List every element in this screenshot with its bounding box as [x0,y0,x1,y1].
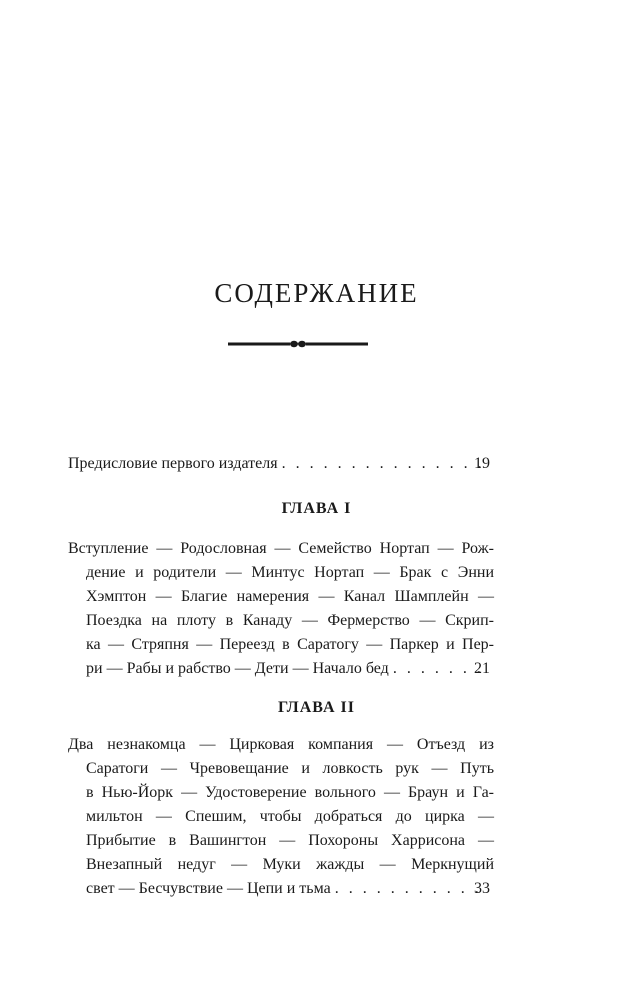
toc-line: Внезапный недуг — Муки жажды — Меркнущий [86,856,494,873]
toc-line: Прибытие в Вашингтон — Похороны Харрисона — [86,832,494,849]
toc-entry-chapter-1[interactable] [68,537,494,681]
ornament-divider [228,337,368,351]
toc-line: мильтон — Спешим, чтобы добраться до цирка — [86,808,494,825]
chapter-heading: ГЛАВА II [278,699,355,716]
chapter-heading: ГЛАВА I [281,500,352,517]
toc-line: дение и родители — Минтус Нортап — Брак с Энни [86,564,494,581]
toc-line: Саратоги — Чревовещание и ловкость рук — Путь [86,760,494,777]
page-number: 21 [474,660,490,677]
toc-line: Вступление — Родословная — Семейство Нортап — Рож- [68,540,494,557]
page-number: 33 [474,880,490,897]
toc-line: Поездка на плоту в Канаду — Фермерство — Скрип- [86,612,494,629]
toc-line: в Нью-Йорк — Удостоверение вольного — Браун и Га- [86,784,494,801]
toc-entry-text: Предисловие первого издателя [68,455,278,472]
toc-entry-chapter-2[interactable] [68,733,494,901]
toc-line: Хэмптон — Благие намерения — Канал Шамплейн — [86,588,494,605]
page-number: 19 [474,455,490,472]
toc-line: ри — Рабы и рабство — Дети — Начало бед [86,660,389,677]
toc-entry-preface[interactable] [68,452,494,476]
toc-line: Два незнакомца — Цирковая компания — Отъезд из [68,736,494,753]
toc-line: свет — Бесчувствие — Цепи и тьма [86,880,331,897]
page-title: СОДЕРЖАНИЕ [214,278,419,308]
toc-line: ка — Стряпня — Переезд в Саратогу — Паркер и Пер- [86,636,494,653]
